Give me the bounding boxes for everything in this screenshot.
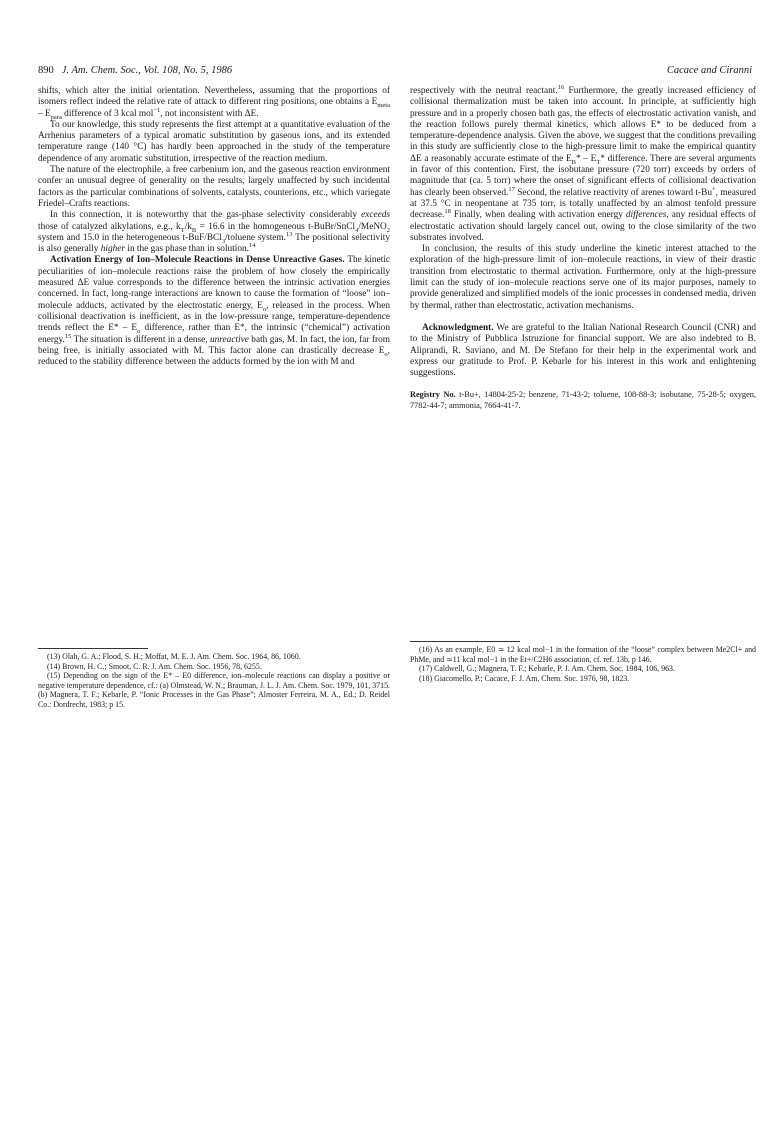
paragraph-continued-right: respectively with the neutral reactant.$^{16}$ Furthermore, the greatly increased efficiency of collisional thermalization must be taken into account. In principle, at sufficiently high pressure and in a properly chosen bath gas, the effects of electrostatic activation vanish, and the reaction follows purely thermal kinetics, which allows E* to be deduced from a temperature-dependence analysis. Given the above, we suggest that the conditions prevailing in this study are sufficiently close to the high-pressure limit to make the empirical quantity ΔE a reasonably accurate estimate of the $E_B* - E_T*$ difference. There are several arguments in favor of this contention. First, the isobutane pressure (720 torr) exceeds by orders of magnitude that (ca. 5 torr) where the onset of significant effects of collisional deactivation has clearly been observed.$^{17}$ Second, the relative reactivity of arenes toward t-Bu+, measured at 37.5 °C in neopentane at 735 torr, is totally unaffected by an almost tenfold pressure decrease.$^{18}$ Finally, when dealing with activation energy differences, any residual effects of electrostatic activation should largely cancel out, owing to the close similarity of the two substrates involved.	[410, 83, 757, 243]
paragraph-first-attempt: To our knowledge, this study represents the first attempt at a quantitative evaluation of the Arrhenius parameters of a typical aromatic substitution by gaseous ions, and its extended temperature range (140 °C) has hardly been approached in the study of the temperature dependence of any aromatic substitution, irrespective of the reaction medium.	[38, 119, 390, 164]
footnotes-right	[410, 641, 756, 683]
acknowledgment-heading: Acknowledgment.	[422, 322, 494, 333]
footnote-17: (17) Caldwell, G.; Magnera, T. F.; Kebarle, P. J. Am. Chem. Soc. 1984, 106, 963.	[419, 664, 675, 674]
acknowledgment: Acknowledgment. We are grateful to the Italian National Research Council (CNR) and to the Ministry of Pubblica Istruzione for financial support. We are also indebted to B. Aliprandi, R. Saviano, and M. De Stefano for their help in the experimental work and express our gratitude to Prof. P. Kebarle for his interest in this work and enlightening suggestions.	[410, 322, 756, 379]
paragraph-conclusion: In conclusion, the results of this study underline the kinetic interest attached to the exploration of the high-pressure limit of ion–molecule reactions, in view of their drastic transition from electrostatic to thermal activation. Furthermore, only at the high-pressure limit can the study of ion–molecule reactions serve one of its major purposes, namely to provide generalized and simplified models of the ionic processes in condensed media, driven by thermal, rather than electrostatic, activation mechanisms.	[410, 244, 756, 311]
right-column	[410, 83, 757, 411]
footnote-rule-right	[410, 641, 520, 642]
footnote-14: (14) Brown, H. C.; Smoot, C. R. J. Am. Chem. Soc. 1956, 78, 6255.	[47, 661, 262, 671]
footnote-rule	[38, 648, 148, 649]
paragraph-selectivity: In this connection, it is noteworthy that the gas-phase selectivity considerably exceeds those of catalyzed alkylations, e.g., $k_T/k_B = 16.6$ in the homogeneous t-BuBr/SnCl$_4$/MeNO$_2$ system and 15.0 in the heterogeneous t-BuF/BCl$_3$/toluene system.$^{13}$ The positional selectivity is also generally higher in the gas phase than in solution.$^{14}$	[38, 210, 391, 255]
footnote-15: (15) Depending on the sign of the E* – E0 difference, ion–molecule reactions can display a positive or negative temperature dependence, cf.: (a) Olmstead, W. N.; Brauman, J. L. J. Am. Chem. Soc. 1979, 101, 3715. (b) Magnera, T. F.; Kebarle, P. “Ionic Processes in the Gas Phase”; Almoster Ferreira, M. A., Ed.; D. Reidel Co.: Dordrecht, 1983; p 15.	[38, 671, 390, 709]
section-heading: Activation Energy of Ion–Molecule Reactions in Dense Unreactive Gases.	[50, 255, 345, 266]
left-column	[38, 86, 390, 368]
page-number: 890	[38, 65, 54, 76]
footnote-13: (13) Olah, G. A.; Flood, S. H.; Moffat, M. E. J. Am. Chem. Soc. 1964, 86, 1060.	[47, 652, 301, 661]
footnote-18: (18) Giacomello, P.; Cacace, F. J. Am. Chem. Soc. 1976, 98, 1823.	[419, 673, 630, 683]
footnotes-left	[38, 648, 390, 710]
registry-numbers: Registry No. t-Bu+, 14804-25-2; benzene, 71-43-2; toluene, 108-88-3; isobutane, 75-28-5; oxygen, 7782-44-7; ammonia, 7664-41-7.	[410, 390, 756, 410]
running-authors: Cacace and Ciranni	[666, 65, 752, 76]
registry-heading: Registry No.	[410, 390, 456, 400]
running-header	[38, 64, 752, 78]
paragraph-continued: shifts, which alter the initial orientation. Nevertheless, assuming that the proportions of isomers reflect indeed the relative rate of attack to different ring positions, one obtains a $E_{meta} - E_{para}$ difference of 3 kcal mol$^{-1}$, not inconsistent with ΔE.	[38, 86, 390, 121]
paragraph-electrophile-nature: The nature of the electrophile, a free carbenium ion, and the gaseous reaction environment confer an unusual degree of generality on the results, largely unaffected by such incidental factors as the particular combinations of solvents, catalysts, counterions, etc., which variegate Friedel–Crafts reactions.	[38, 165, 390, 209]
footnote-16: (16) As an example, E0 ≃ 12 kcal mol−1 in the formation of the “loose” complex between Me2Cl+ and PhMe, and ≃11 kcal mol−1 in the Et+/C2H6 association, cf. ref. 13b, p 146.	[410, 645, 756, 664]
journal-citation: J. Am. Chem. Soc., Vol. 108, No. 5, 1986	[61, 65, 233, 76]
paragraph-activation-energy: Activation Energy of Ion–Molecule Reactions in Dense Unreactive Gases. The kinetic peculiarities of ion–molecule reactions raise the problem of how closely the empirically measured ΔE value corresponds to the difference between the intrinsic activation energies concerned. In fact, long-range interactions are known to cause the formation of “loose” ion–molecule adducts, activated by the electrostatic energy, $E_o$, released in the process. When collisional deactivation is inefficient, as in the low-pressure range, temperature-dependence trends reflect the $E* - E_o$ difference, rather than E*, the intrinsic (“chemical”) activation energy.$^{15}$ The situation is different in a dense, unreactive bath gas, M. In fact, the ion, far from being free, is initially associated with M. This factor alone can drastically decrease $E_o$, reduced to the stability difference between the adducts formed by the ion with M and	[38, 255, 391, 368]
